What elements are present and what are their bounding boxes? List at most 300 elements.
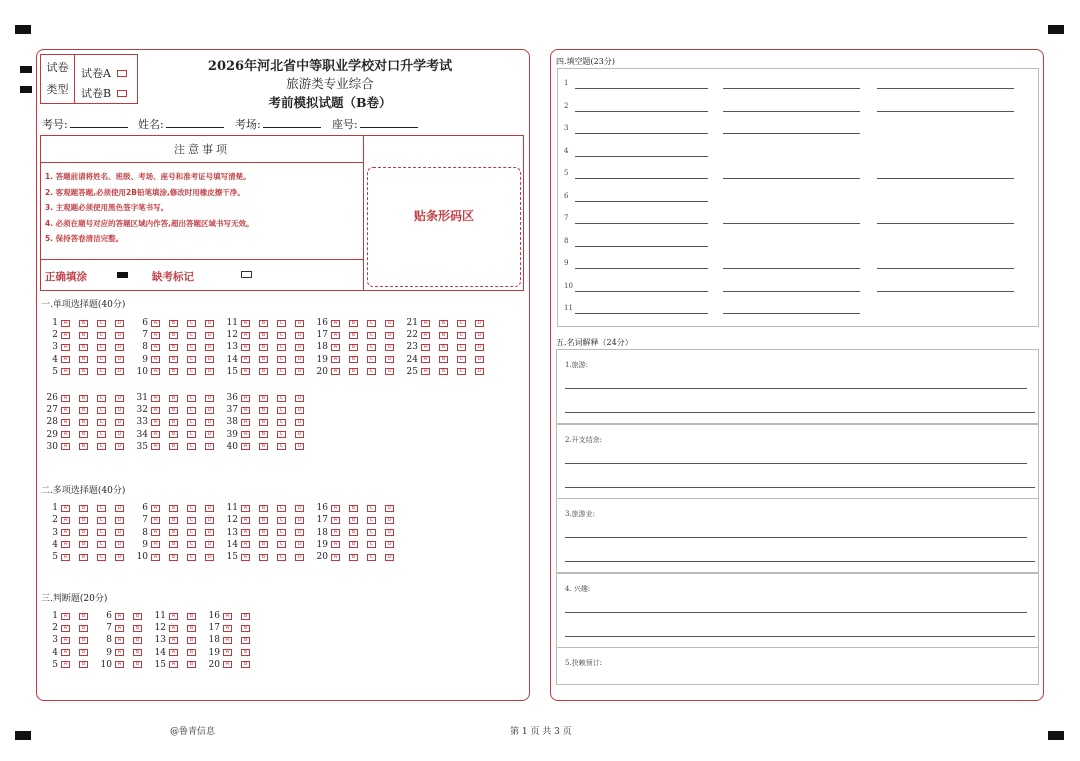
- answer-bubble-c[interactable]: C: [187, 431, 196, 438]
- blank-answer-line[interactable]: [723, 291, 860, 292]
- answer-bubble-b[interactable]: B: [79, 431, 88, 438]
- answer-bubble-d[interactable]: D: [295, 529, 304, 536]
- answer-bubble-d[interactable]: D: [115, 529, 124, 536]
- answer-bubble-a[interactable]: A: [331, 356, 340, 363]
- term-answer-line[interactable]: [565, 463, 1027, 464]
- answer-bubble-a[interactable]: A: [421, 320, 430, 327]
- blank-answer-line[interactable]: [877, 223, 1014, 224]
- answer-bubble-d[interactable]: D: [115, 541, 124, 548]
- paper-a-option[interactable]: [81, 65, 127, 81]
- answer-bubble-b[interactable]: B: [79, 320, 88, 327]
- answer-bubble-c[interactable]: C: [367, 320, 376, 327]
- answer-bubble-a[interactable]: A: [61, 368, 70, 375]
- answer-bubble-a[interactable]: A: [151, 431, 160, 438]
- answer-bubble-b[interactable]: B: [349, 529, 358, 536]
- answer-bubble-a[interactable]: A: [421, 368, 430, 375]
- answer-bubble-d[interactable]: D: [385, 344, 394, 351]
- answer-bubble-a[interactable]: A: [61, 649, 70, 656]
- answer-bubble-d[interactable]: D: [295, 332, 304, 339]
- answer-bubble-b[interactable]: B: [79, 332, 88, 339]
- paper-b-checkbox[interactable]: [117, 90, 127, 97]
- answer-bubble-d[interactable]: D: [115, 554, 124, 561]
- blank-answer-line[interactable]: [723, 178, 860, 179]
- answer-bubble-c[interactable]: C: [187, 368, 196, 375]
- answer-bubble-a[interactable]: A: [61, 529, 70, 536]
- answer-bubble-a[interactable]: A: [241, 529, 250, 536]
- answer-bubble-d[interactable]: D: [295, 320, 304, 327]
- answer-bubble-b[interactable]: B: [259, 320, 268, 327]
- answer-bubble-b[interactable]: B: [349, 368, 358, 375]
- answer-bubble-a[interactable]: A: [331, 368, 340, 375]
- answer-bubble-c[interactable]: C: [187, 505, 196, 512]
- answer-bubble-d[interactable]: D: [115, 517, 124, 524]
- answer-bubble-a[interactable]: A: [61, 517, 70, 524]
- answer-bubble-d[interactable]: D: [205, 431, 214, 438]
- answer-bubble-b[interactable]: B: [133, 613, 142, 620]
- answer-bubble-b[interactable]: B: [241, 661, 250, 668]
- answer-bubble-d[interactable]: D: [475, 332, 484, 339]
- answer-bubble-c[interactable]: C: [457, 356, 466, 363]
- answer-bubble-a[interactable]: A: [61, 554, 70, 561]
- answer-bubble-a[interactable]: A: [331, 541, 340, 548]
- answer-bubble-a[interactable]: A: [61, 625, 70, 632]
- answer-bubble-a[interactable]: A: [241, 368, 250, 375]
- answer-bubble-c[interactable]: C: [277, 541, 286, 548]
- answer-bubble-c[interactable]: C: [97, 541, 106, 548]
- answer-bubble-c[interactable]: C: [367, 529, 376, 536]
- answer-bubble-a[interactable]: A: [241, 356, 250, 363]
- answer-bubble-d[interactable]: D: [205, 419, 214, 426]
- answer-bubble-b[interactable]: B: [187, 637, 196, 644]
- answer-bubble-d[interactable]: D: [205, 320, 214, 327]
- answer-bubble-a[interactable]: A: [61, 419, 70, 426]
- answer-bubble-d[interactable]: D: [385, 541, 394, 548]
- answer-bubble-d[interactable]: D: [115, 344, 124, 351]
- answer-bubble-a[interactable]: A: [331, 332, 340, 339]
- answer-bubble-d[interactable]: D: [475, 320, 484, 327]
- answer-bubble-b[interactable]: B: [133, 637, 142, 644]
- blank-answer-line[interactable]: [877, 268, 1014, 269]
- blank-answer-line[interactable]: [575, 246, 708, 247]
- term-answer-line[interactable]: [565, 412, 1035, 413]
- answer-bubble-a[interactable]: A: [61, 661, 70, 668]
- answer-bubble-b[interactable]: B: [169, 443, 178, 450]
- answer-bubble-a[interactable]: A: [61, 344, 70, 351]
- answer-bubble-a[interactable]: A: [241, 407, 250, 414]
- answer-bubble-b[interactable]: B: [169, 517, 178, 524]
- answer-bubble-a[interactable]: A: [241, 505, 250, 512]
- answer-bubble-c[interactable]: C: [187, 344, 196, 351]
- answer-bubble-d[interactable]: D: [295, 443, 304, 450]
- blank-answer-line[interactable]: [877, 291, 1014, 292]
- answer-bubble-b[interactable]: B: [349, 332, 358, 339]
- answer-bubble-b[interactable]: B: [259, 419, 268, 426]
- answer-bubble-b[interactable]: B: [349, 344, 358, 351]
- answer-bubble-b[interactable]: B: [241, 649, 250, 656]
- answer-bubble-b[interactable]: B: [79, 344, 88, 351]
- blank-answer-line[interactable]: [575, 156, 708, 157]
- answer-bubble-a[interactable]: A: [223, 649, 232, 656]
- answer-bubble-d[interactable]: D: [385, 332, 394, 339]
- answer-bubble-c[interactable]: C: [97, 368, 106, 375]
- answer-bubble-b[interactable]: B: [259, 529, 268, 536]
- answer-bubble-a[interactable]: A: [169, 625, 178, 632]
- answer-bubble-c[interactable]: C: [277, 431, 286, 438]
- answer-bubble-b[interactable]: B: [79, 517, 88, 524]
- answer-bubble-a[interactable]: A: [331, 554, 340, 561]
- answer-bubble-c[interactable]: C: [277, 332, 286, 339]
- answer-bubble-c[interactable]: C: [97, 554, 106, 561]
- answer-bubble-a[interactable]: A: [61, 637, 70, 644]
- answer-bubble-a[interactable]: A: [151, 554, 160, 561]
- answer-bubble-d[interactable]: D: [205, 541, 214, 548]
- answer-bubble-c[interactable]: C: [457, 332, 466, 339]
- answer-bubble-a[interactable]: A: [61, 356, 70, 363]
- answer-bubble-c[interactable]: C: [277, 395, 286, 402]
- answer-bubble-b[interactable]: B: [169, 320, 178, 327]
- name-field[interactable]: [138, 116, 224, 132]
- answer-bubble-c[interactable]: C: [187, 395, 196, 402]
- answer-bubble-a[interactable]: A: [115, 661, 124, 668]
- answer-bubble-c[interactable]: C: [97, 529, 106, 536]
- answer-bubble-a[interactable]: A: [223, 625, 232, 632]
- answer-bubble-d[interactable]: D: [475, 368, 484, 375]
- paper-a-checkbox[interactable]: [117, 70, 127, 77]
- answer-bubble-a[interactable]: A: [151, 344, 160, 351]
- answer-bubble-b[interactable]: B: [79, 368, 88, 375]
- answer-bubble-b[interactable]: B: [439, 320, 448, 327]
- answer-bubble-b[interactable]: B: [259, 344, 268, 351]
- answer-bubble-d[interactable]: D: [205, 344, 214, 351]
- answer-bubble-a[interactable]: A: [331, 505, 340, 512]
- answer-bubble-b[interactable]: B: [133, 661, 142, 668]
- seat-number-field[interactable]: [332, 116, 418, 132]
- answer-bubble-d[interactable]: D: [205, 395, 214, 402]
- answer-bubble-c[interactable]: C: [457, 344, 466, 351]
- answer-bubble-b[interactable]: B: [79, 443, 88, 450]
- answer-bubble-a[interactable]: A: [61, 431, 70, 438]
- answer-bubble-c[interactable]: C: [97, 443, 106, 450]
- answer-bubble-a[interactable]: A: [115, 649, 124, 656]
- answer-bubble-d[interactable]: D: [115, 505, 124, 512]
- answer-bubble-c[interactable]: C: [97, 395, 106, 402]
- answer-bubble-b[interactable]: B: [349, 356, 358, 363]
- answer-bubble-d[interactable]: D: [295, 344, 304, 351]
- answer-bubble-b[interactable]: B: [79, 505, 88, 512]
- answer-bubble-b[interactable]: B: [241, 625, 250, 632]
- answer-bubble-d[interactable]: D: [385, 320, 394, 327]
- answer-bubble-b[interactable]: B: [79, 649, 88, 656]
- blank-answer-line[interactable]: [575, 291, 708, 292]
- answer-bubble-c[interactable]: C: [367, 356, 376, 363]
- answer-bubble-b[interactable]: B: [79, 661, 88, 668]
- answer-bubble-b[interactable]: B: [349, 320, 358, 327]
- answer-bubble-a[interactable]: A: [151, 320, 160, 327]
- answer-bubble-a[interactable]: A: [241, 431, 250, 438]
- answer-bubble-b[interactable]: B: [349, 517, 358, 524]
- answer-bubble-a[interactable]: A: [241, 541, 250, 548]
- answer-bubble-b[interactable]: B: [169, 344, 178, 351]
- answer-bubble-d[interactable]: D: [295, 368, 304, 375]
- answer-bubble-c[interactable]: C: [277, 517, 286, 524]
- answer-bubble-a[interactable]: A: [151, 529, 160, 536]
- answer-bubble-a[interactable]: A: [421, 332, 430, 339]
- answer-bubble-c[interactable]: C: [277, 356, 286, 363]
- answer-bubble-a[interactable]: A: [151, 332, 160, 339]
- answer-bubble-d[interactable]: D: [385, 368, 394, 375]
- answer-bubble-b[interactable]: B: [439, 332, 448, 339]
- answer-bubble-d[interactable]: D: [385, 517, 394, 524]
- answer-bubble-d[interactable]: D: [295, 356, 304, 363]
- answer-bubble-a[interactable]: A: [151, 368, 160, 375]
- absent-mark-checkbox[interactable]: [241, 271, 252, 278]
- answer-bubble-b[interactable]: B: [259, 431, 268, 438]
- answer-bubble-a[interactable]: A: [115, 637, 124, 644]
- answer-bubble-a[interactable]: A: [151, 407, 160, 414]
- answer-bubble-b[interactable]: B: [349, 541, 358, 548]
- answer-bubble-d[interactable]: D: [295, 419, 304, 426]
- answer-bubble-a[interactable]: A: [151, 419, 160, 426]
- answer-bubble-c[interactable]: C: [97, 320, 106, 327]
- answer-bubble-a[interactable]: A: [61, 443, 70, 450]
- answer-bubble-a[interactable]: A: [241, 320, 250, 327]
- answer-bubble-d[interactable]: D: [295, 407, 304, 414]
- answer-bubble-b[interactable]: B: [439, 356, 448, 363]
- answer-bubble-b[interactable]: B: [241, 637, 250, 644]
- term-answer-line[interactable]: [565, 636, 1035, 637]
- blank-answer-line[interactable]: [575, 201, 708, 202]
- answer-bubble-b[interactable]: B: [79, 395, 88, 402]
- answer-bubble-c[interactable]: C: [187, 443, 196, 450]
- blank-answer-line[interactable]: [575, 178, 708, 179]
- answer-bubble-c[interactable]: C: [457, 320, 466, 327]
- answer-bubble-c[interactable]: C: [277, 407, 286, 414]
- answer-bubble-a[interactable]: A: [151, 505, 160, 512]
- answer-bubble-a[interactable]: A: [223, 613, 232, 620]
- answer-bubble-b[interactable]: B: [349, 505, 358, 512]
- blank-answer-line[interactable]: [575, 313, 708, 314]
- answer-bubble-d[interactable]: D: [115, 419, 124, 426]
- answer-bubble-a[interactable]: A: [169, 613, 178, 620]
- answer-bubble-d[interactable]: D: [115, 395, 124, 402]
- answer-bubble-c[interactable]: C: [97, 356, 106, 363]
- answer-bubble-b[interactable]: B: [187, 649, 196, 656]
- answer-bubble-d[interactable]: D: [295, 395, 304, 402]
- answer-bubble-c[interactable]: C: [457, 368, 466, 375]
- answer-bubble-d[interactable]: D: [205, 332, 214, 339]
- answer-bubble-d[interactable]: D: [475, 356, 484, 363]
- answer-bubble-a[interactable]: A: [241, 395, 250, 402]
- answer-bubble-b[interactable]: B: [79, 554, 88, 561]
- answer-bubble-c[interactable]: C: [187, 332, 196, 339]
- answer-bubble-a[interactable]: A: [241, 554, 250, 561]
- answer-bubble-d[interactable]: D: [295, 554, 304, 561]
- answer-bubble-b[interactable]: B: [169, 554, 178, 561]
- blank-answer-line[interactable]: [575, 133, 708, 134]
- answer-bubble-c[interactable]: C: [367, 541, 376, 548]
- answer-bubble-b[interactable]: B: [79, 637, 88, 644]
- answer-bubble-b[interactable]: B: [169, 332, 178, 339]
- answer-bubble-a[interactable]: A: [241, 344, 250, 351]
- answer-bubble-c[interactable]: C: [277, 505, 286, 512]
- answer-bubble-a[interactable]: A: [241, 443, 250, 450]
- blank-answer-line[interactable]: [575, 268, 708, 269]
- answer-bubble-b[interactable]: B: [169, 529, 178, 536]
- answer-bubble-b[interactable]: B: [259, 407, 268, 414]
- answer-bubble-a[interactable]: A: [61, 505, 70, 512]
- answer-bubble-b[interactable]: B: [133, 649, 142, 656]
- answer-bubble-b[interactable]: B: [169, 505, 178, 512]
- answer-bubble-b[interactable]: B: [187, 613, 196, 620]
- answer-bubble-b[interactable]: B: [79, 541, 88, 548]
- answer-bubble-c[interactable]: C: [187, 554, 196, 561]
- answer-bubble-a[interactable]: A: [421, 344, 430, 351]
- answer-bubble-d[interactable]: D: [115, 443, 124, 450]
- blank-answer-line[interactable]: [877, 178, 1014, 179]
- answer-bubble-c[interactable]: C: [277, 368, 286, 375]
- answer-bubble-c[interactable]: C: [367, 332, 376, 339]
- answer-bubble-c[interactable]: C: [97, 505, 106, 512]
- answer-bubble-d[interactable]: D: [385, 505, 394, 512]
- answer-bubble-a[interactable]: A: [151, 541, 160, 548]
- answer-bubble-b[interactable]: B: [169, 431, 178, 438]
- answer-bubble-c[interactable]: C: [367, 344, 376, 351]
- answer-bubble-c[interactable]: C: [367, 505, 376, 512]
- answer-bubble-c[interactable]: C: [187, 356, 196, 363]
- answer-bubble-a[interactable]: A: [151, 443, 160, 450]
- answer-bubble-c[interactable]: C: [97, 431, 106, 438]
- answer-bubble-a[interactable]: A: [331, 344, 340, 351]
- blank-answer-line[interactable]: [723, 88, 860, 89]
- answer-bubble-d[interactable]: D: [115, 368, 124, 375]
- answer-bubble-c[interactable]: C: [187, 541, 196, 548]
- answer-bubble-d[interactable]: D: [205, 443, 214, 450]
- answer-bubble-c[interactable]: C: [97, 344, 106, 351]
- answer-bubble-d[interactable]: D: [115, 320, 124, 327]
- term-answer-line[interactable]: [565, 487, 1035, 488]
- paper-b-option[interactable]: [81, 85, 127, 101]
- answer-bubble-c[interactable]: C: [187, 320, 196, 327]
- answer-bubble-c[interactable]: C: [367, 517, 376, 524]
- blank-answer-line[interactable]: [575, 111, 708, 112]
- answer-bubble-b[interactable]: B: [79, 529, 88, 536]
- answer-bubble-a[interactable]: A: [169, 637, 178, 644]
- answer-bubble-a[interactable]: A: [151, 356, 160, 363]
- blank-answer-line[interactable]: [723, 223, 860, 224]
- answer-bubble-a[interactable]: A: [223, 637, 232, 644]
- answer-bubble-a[interactable]: A: [223, 661, 232, 668]
- answer-bubble-b[interactable]: B: [259, 517, 268, 524]
- blank-answer-line[interactable]: [877, 88, 1014, 89]
- answer-bubble-b[interactable]: B: [259, 332, 268, 339]
- answer-bubble-a[interactable]: A: [115, 625, 124, 632]
- answer-bubble-b[interactable]: B: [349, 554, 358, 561]
- answer-bubble-b[interactable]: B: [259, 554, 268, 561]
- answer-bubble-b[interactable]: B: [169, 541, 178, 548]
- answer-bubble-d[interactable]: D: [205, 529, 214, 536]
- answer-bubble-a[interactable]: A: [169, 649, 178, 656]
- answer-bubble-c[interactable]: C: [187, 529, 196, 536]
- answer-bubble-d[interactable]: D: [205, 505, 214, 512]
- answer-bubble-d[interactable]: D: [205, 554, 214, 561]
- answer-bubble-b[interactable]: B: [79, 356, 88, 363]
- answer-bubble-b[interactable]: B: [79, 613, 88, 620]
- answer-bubble-c[interactable]: C: [367, 368, 376, 375]
- answer-bubble-b[interactable]: B: [187, 661, 196, 668]
- blank-answer-line[interactable]: [723, 111, 860, 112]
- answer-bubble-c[interactable]: C: [277, 344, 286, 351]
- answer-bubble-c[interactable]: C: [277, 554, 286, 561]
- answer-bubble-d[interactable]: D: [295, 505, 304, 512]
- answer-bubble-c[interactable]: C: [367, 554, 376, 561]
- answer-bubble-a[interactable]: A: [421, 356, 430, 363]
- answer-bubble-a[interactable]: A: [61, 407, 70, 414]
- answer-bubble-a[interactable]: A: [331, 517, 340, 524]
- blank-answer-line[interactable]: [723, 313, 860, 314]
- answer-bubble-b[interactable]: B: [241, 613, 250, 620]
- answer-bubble-c[interactable]: C: [277, 320, 286, 327]
- answer-bubble-a[interactable]: A: [169, 661, 178, 668]
- term-answer-line[interactable]: [565, 388, 1027, 389]
- answer-bubble-c[interactable]: C: [187, 517, 196, 524]
- answer-bubble-d[interactable]: D: [205, 368, 214, 375]
- answer-bubble-d[interactable]: D: [295, 431, 304, 438]
- answer-bubble-d[interactable]: D: [115, 332, 124, 339]
- answer-bubble-d[interactable]: D: [205, 517, 214, 524]
- term-answer-line[interactable]: [565, 612, 1027, 613]
- answer-bubble-a[interactable]: A: [331, 320, 340, 327]
- answer-bubble-b[interactable]: B: [169, 368, 178, 375]
- answer-bubble-b[interactable]: B: [439, 344, 448, 351]
- answer-bubble-a[interactable]: A: [151, 395, 160, 402]
- answer-bubble-a[interactable]: A: [61, 395, 70, 402]
- answer-bubble-c[interactable]: C: [277, 419, 286, 426]
- blank-answer-line[interactable]: [723, 268, 860, 269]
- answer-bubble-b[interactable]: B: [133, 625, 142, 632]
- answer-bubble-d[interactable]: D: [205, 356, 214, 363]
- answer-bubble-d[interactable]: D: [115, 431, 124, 438]
- answer-bubble-b[interactable]: B: [259, 395, 268, 402]
- answer-bubble-b[interactable]: B: [259, 541, 268, 548]
- blank-answer-line[interactable]: [723, 133, 860, 134]
- answer-bubble-a[interactable]: A: [151, 517, 160, 524]
- answer-bubble-c[interactable]: C: [97, 517, 106, 524]
- answer-bubble-b[interactable]: B: [259, 505, 268, 512]
- answer-bubble-d[interactable]: D: [205, 407, 214, 414]
- answer-bubble-d[interactable]: D: [385, 356, 394, 363]
- answer-bubble-c[interactable]: C: [277, 443, 286, 450]
- answer-bubble-d[interactable]: D: [385, 529, 394, 536]
- answer-bubble-c[interactable]: C: [97, 332, 106, 339]
- answer-bubble-c[interactable]: C: [97, 407, 106, 414]
- answer-bubble-a[interactable]: A: [61, 613, 70, 620]
- blank-answer-line[interactable]: [877, 111, 1014, 112]
- answer-bubble-a[interactable]: A: [61, 541, 70, 548]
- answer-bubble-b[interactable]: B: [439, 368, 448, 375]
- answer-bubble-a[interactable]: A: [331, 529, 340, 536]
- answer-bubble-b[interactable]: B: [187, 625, 196, 632]
- answer-bubble-c[interactable]: C: [187, 419, 196, 426]
- answer-bubble-b[interactable]: B: [259, 368, 268, 375]
- blank-answer-line[interactable]: [575, 223, 708, 224]
- answer-bubble-d[interactable]: D: [385, 554, 394, 561]
- answer-bubble-a[interactable]: A: [241, 419, 250, 426]
- answer-bubble-b[interactable]: B: [79, 625, 88, 632]
- answer-bubble-a[interactable]: A: [61, 332, 70, 339]
- answer-bubble-a[interactable]: A: [241, 517, 250, 524]
- answer-bubble-d[interactable]: D: [475, 344, 484, 351]
- answer-bubble-d[interactable]: D: [295, 517, 304, 524]
